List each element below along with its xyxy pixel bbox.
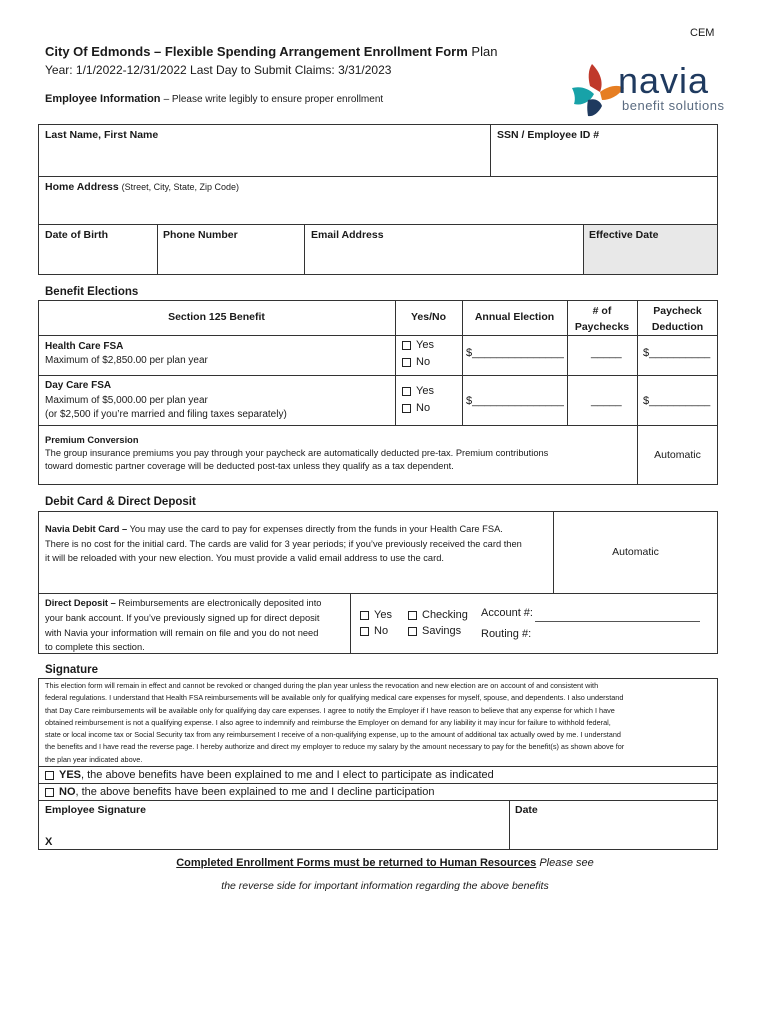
elect-yes-option[interactable] bbox=[45, 769, 494, 781]
employee-signature-label: Employee Signature bbox=[45, 804, 146, 816]
footer-see-note: Please see bbox=[539, 857, 594, 869]
health-care-fsa-max: Maximum of $2,850.00 per plan year bbox=[45, 355, 208, 366]
signature-x-mark: X bbox=[45, 836, 53, 848]
signature-terms bbox=[45, 680, 713, 766]
day-care-deduction-field[interactable]: $__________ bbox=[643, 395, 711, 407]
col-annual-header: Annual Election bbox=[474, 311, 555, 323]
footer-line-2: the reverse side for important information regarding the above benefits bbox=[221, 880, 549, 892]
debit-card-title: Navia Debit Card – bbox=[45, 524, 128, 534]
terms-line: that Day Care reimbursements will be available only for qualifying day care expenses. I agree to notify the Employer if I have reason to believe that any expense for which I have bbox=[45, 705, 615, 715]
terms-line: obtained reimbursement is not a qualifying expense. I also agree to indemnify and reimburse the Employer on demand for any liability it may incur for failure to withhold federal, bbox=[45, 717, 611, 727]
routing-number-input[interactable] bbox=[537, 627, 697, 641]
form-title-suffix: Plan bbox=[471, 44, 498, 59]
yes-label: Yes bbox=[416, 385, 434, 397]
routing-number-label: Routing #: bbox=[481, 628, 532, 640]
terms-line: This election form will remain in effect and cannot be revoked or changed during the plan year unless the revocation and new election are on account of and consistent with bbox=[45, 681, 599, 690]
col-paychecks-line1: # of bbox=[592, 305, 612, 317]
premium-conversion-block bbox=[45, 434, 548, 473]
dob-label: Date of Birth bbox=[45, 229, 108, 241]
terms-line: federal regulations. I understand that Health FSA reimbursements will be available only for qualifying medical care expenses for myself, spouse, and dependents. I also understand bbox=[45, 693, 624, 703]
direct-deposit-block bbox=[45, 596, 321, 655]
health-care-fsa-desc bbox=[45, 340, 208, 368]
signature-date-input[interactable] bbox=[513, 818, 713, 846]
checkbox[interactable] bbox=[402, 387, 411, 396]
footer-line-1 bbox=[0, 857, 770, 869]
day-care-fsa-note: (or $2,500 if you’re married and filing taxes separately) bbox=[45, 409, 287, 420]
health-care-yes-option[interactable] bbox=[402, 339, 434, 351]
elect-no-option[interactable] bbox=[45, 786, 434, 798]
no-label: No bbox=[374, 625, 389, 637]
direct-deposit-text-3: with Navia your information will remain on file and you do not need bbox=[45, 627, 319, 638]
phone-input[interactable] bbox=[160, 246, 301, 272]
address-input[interactable] bbox=[42, 195, 714, 222]
checkbox[interactable] bbox=[408, 627, 417, 636]
employee-signature-input[interactable] bbox=[60, 818, 505, 846]
form-title: City Of Edmonds – Flexible Spending Arrangement Enrollment Form bbox=[45, 44, 468, 59]
checkbox[interactable] bbox=[45, 771, 54, 780]
checkbox[interactable] bbox=[408, 611, 417, 620]
phone-label: Phone Number bbox=[163, 229, 238, 241]
debit-card-heading: Debit Card & Direct Deposit bbox=[45, 496, 196, 508]
email-label: Email Address bbox=[311, 229, 384, 241]
col-paychecks-line2: Paychecks bbox=[574, 321, 630, 333]
col-deduction-line2: Deduction bbox=[651, 321, 704, 333]
page-title bbox=[45, 44, 497, 59]
checking-label: Checking bbox=[422, 609, 468, 621]
checkbox[interactable] bbox=[45, 788, 54, 797]
checkbox[interactable] bbox=[360, 627, 369, 636]
health-care-fsa-title: Health Care FSA bbox=[45, 341, 124, 352]
address-label-group bbox=[45, 181, 239, 193]
checkbox[interactable] bbox=[402, 404, 411, 413]
day-care-yes-option[interactable] bbox=[402, 385, 434, 397]
elect-no-bold: NO bbox=[59, 786, 76, 798]
elect-yes-bold: YES bbox=[59, 769, 82, 781]
employee-info-subtext: – Please write legibly to ensure proper enrollment bbox=[163, 94, 384, 105]
elect-yes-text: , the above benefits have been explained to me and I elect to participate as indicated bbox=[81, 769, 494, 781]
plan-year-line: Year: 1/1/2022-12/31/2022 Last Day to Submit Claims: 3/31/2023 bbox=[45, 63, 392, 77]
no-label: No bbox=[416, 402, 431, 414]
footer-instruction: Completed Enrollment Forms must be returned to Human Resources bbox=[176, 857, 537, 869]
direct-deposit-text-2: your bank account. If you’ve previously signed up for direct deposit bbox=[45, 612, 320, 623]
terms-line: the plan year indicated above. bbox=[45, 754, 143, 764]
email-input[interactable] bbox=[307, 246, 580, 272]
col-yesno-header: Yes/No bbox=[410, 311, 447, 323]
address-label: Home Address bbox=[45, 181, 119, 193]
address-hint: (Street, City, State, Zip Code) bbox=[121, 182, 240, 192]
name-input[interactable] bbox=[42, 145, 486, 173]
form-code: CEM bbox=[690, 27, 715, 39]
yes-label: Yes bbox=[416, 339, 434, 351]
account-number-label: Account #: bbox=[481, 607, 533, 619]
debit-card-text-2: There is no cost for the initial card. The cards are valid for 3 year periods; if you’ve previously received the card then bbox=[45, 538, 522, 549]
employee-info-heading bbox=[45, 93, 383, 105]
direct-deposit-no-option[interactable] bbox=[360, 625, 388, 637]
savings-label: Savings bbox=[422, 625, 462, 637]
debit-card-text-1: You may use the card to pay for expenses directly from the funds in your Health Care FSA. bbox=[129, 524, 503, 534]
terms-line: the benefits and I have read the reverse page. I hereby authorize and direct my employer to reduce my salary by the amount necessary to pay for the benefit(s) as shown above for bbox=[45, 742, 625, 752]
day-care-paychecks-field[interactable]: _____ bbox=[591, 395, 622, 407]
day-care-fsa-title: Day Care FSA bbox=[45, 380, 112, 391]
health-care-paychecks-field[interactable]: _____ bbox=[591, 347, 622, 359]
col-deduction-header bbox=[637, 303, 718, 335]
day-care-fsa-desc bbox=[45, 379, 287, 423]
day-care-fsa-max: Maximum of $5,000.00 per plan year bbox=[45, 394, 208, 406]
day-care-annual-field[interactable]: $_______________ bbox=[466, 395, 564, 407]
yes-label: Yes bbox=[374, 609, 392, 621]
employee-info-title: Employee Information bbox=[45, 93, 161, 105]
benefit-elections-heading: Benefit Elections bbox=[45, 286, 139, 298]
savings-option[interactable] bbox=[408, 625, 461, 637]
health-care-annual-field[interactable]: $_______________ bbox=[466, 347, 564, 359]
elect-no-text: , the above benefits have been explained to me and I decline participation bbox=[75, 786, 435, 798]
premium-conversion-text-1: The group insurance premiums you pay through your paycheck are automatically deducted pre-tax. Premium contributions bbox=[45, 448, 549, 458]
ssn-input[interactable] bbox=[494, 145, 714, 173]
debit-card-text-3: it will be reloaded with your new election. You must provide a valid email address to use the card. bbox=[45, 553, 444, 563]
account-number-input[interactable] bbox=[537, 606, 697, 620]
col-deduction-line1: Paycheck bbox=[653, 305, 702, 317]
logo-wordmark: navia bbox=[618, 60, 710, 101]
terms-line: state or local income tax or Social Security tax from any reimbursement I receive of a non-qualifying expense, up to the amount of additional tax actually owed by me. I understand bbox=[45, 730, 621, 740]
direct-deposit-text-1: Reimbursements are electronically deposited into bbox=[118, 598, 322, 608]
direct-deposit-yes-option[interactable] bbox=[360, 609, 392, 621]
checkbox[interactable] bbox=[360, 611, 369, 620]
checking-option[interactable] bbox=[408, 609, 468, 621]
ssn-label: SSN / Employee ID # bbox=[497, 129, 600, 141]
col-paychecks-header bbox=[567, 303, 637, 335]
logo-tagline: benefit solutions bbox=[622, 98, 725, 113]
signature-heading: Signature bbox=[45, 664, 99, 676]
no-label: No bbox=[416, 356, 431, 368]
debit-card-status: Automatic bbox=[612, 546, 659, 558]
day-care-no-option[interactable] bbox=[402, 402, 430, 414]
premium-conversion-title: Premium Conversion bbox=[45, 435, 139, 445]
checkbox[interactable] bbox=[402, 358, 411, 367]
effective-date-label: Effective Date bbox=[589, 229, 659, 241]
direct-deposit-title: Direct Deposit – bbox=[45, 598, 116, 608]
health-care-deduction-field[interactable]: $__________ bbox=[643, 347, 711, 359]
direct-deposit-text-4: to complete this section. bbox=[45, 642, 145, 653]
debit-card-block bbox=[45, 522, 522, 566]
account-number-line bbox=[535, 621, 700, 622]
col-benefit-header: Section 125 Benefit bbox=[168, 311, 265, 323]
name-label: Last Name, First Name bbox=[45, 129, 159, 141]
premium-conversion-status: Automatic bbox=[654, 449, 701, 461]
checkbox[interactable] bbox=[402, 341, 411, 350]
health-care-no-option[interactable] bbox=[402, 356, 430, 368]
date-label: Date bbox=[515, 804, 538, 816]
dob-input[interactable] bbox=[42, 246, 154, 272]
navia-logo bbox=[570, 62, 725, 118]
premium-conversion-text-2: toward domestic partner coverage will be deducted post-tax unless they qualify as a tax dependent. bbox=[45, 461, 454, 471]
